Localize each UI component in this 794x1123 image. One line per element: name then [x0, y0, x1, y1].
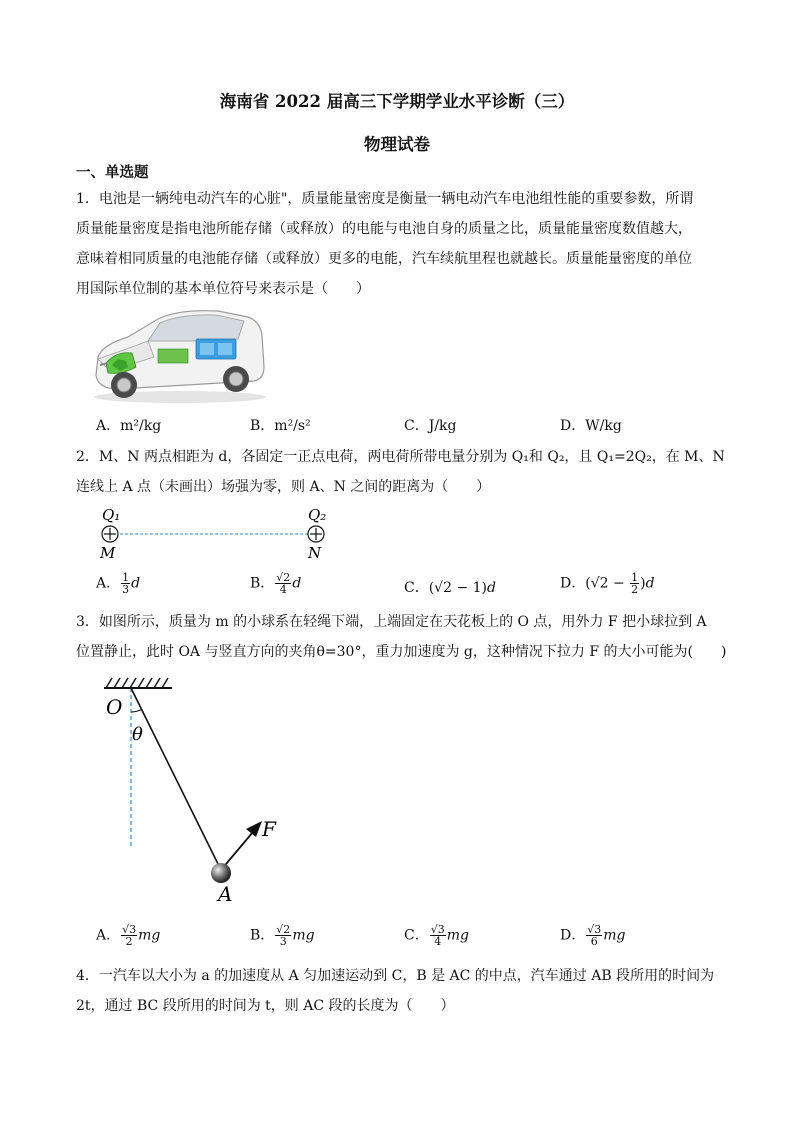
q2-option-b: B． $\frac{√2}{4}$ d: [250, 571, 302, 596]
q1-option-c: C．J/kg: [404, 418, 457, 434]
q1-option-b: B．m²/s²: [250, 418, 311, 434]
question-3-line-2: 位置静止，此时 OA 与竖直方向的夹角θ=30°，重力加速度为 g，这种情况下拉力 F 的大小可能为( ): [76, 644, 727, 660]
exam-subtitle: 物理试卷: [364, 135, 430, 154]
question-1-text: [76, 184, 726, 304]
question-1-line-1: 1．电池是一辆纯电动汽车的心脏"，质量能量密度是衡量一辆电动汽车电池组性能的重要参数，所谓: [76, 191, 694, 207]
label-o: O: [106, 695, 123, 719]
question-2-line-2: 连线上 A 点（未画出）场强为零，则 A、N 之间的距离为（ ）: [76, 479, 491, 495]
question-4-text: [76, 961, 726, 1021]
section-heading: 一、单选题: [76, 164, 149, 181]
label-m: M: [100, 544, 116, 562]
label-n: N: [308, 544, 322, 562]
q1-option-a: A．m²/kg: [96, 418, 162, 434]
question-2-text: [76, 442, 726, 502]
electric-car-image: [88, 305, 268, 405]
label-f: F: [262, 817, 276, 841]
q3-option-d: D． $\frac{√3}{6}$ mg: [560, 923, 626, 948]
q2-option-d: D．(√2 − $\frac{1}{2}$ )d: [560, 571, 655, 596]
q1-option-d: D．W/kg: [560, 418, 622, 434]
label-theta: θ: [132, 724, 143, 745]
label-q2: Q₂: [308, 506, 327, 524]
charge-q2-symbol: [308, 526, 324, 542]
question-3-line-1: 3．如图所示，质量为 m 的小球系在轻绳下端，上端固定在天花板上的 O 点，用外力 F 把小球拉到 A: [76, 614, 707, 630]
question-4-line-2: 2t，通过 BC 段所用的时间为 t，则 AC 段的长度为（ ）: [76, 998, 455, 1014]
question-1-line-3: 意味着相同质量的电池能存储（或释放）更多的电能，汽车续航里程也就越长。质量能量密度的单位: [76, 251, 692, 267]
question-1-line-4: 用国际单位制的基本单位符号来表示是（ ）: [76, 281, 370, 297]
charges-diagram: [96, 502, 336, 564]
force-arrowhead: [246, 821, 262, 837]
angle-arc: [131, 710, 142, 713]
label-a: A: [218, 882, 233, 906]
pendulum-diagram: [98, 672, 298, 912]
q3-option-b: B． $\frac{√2}{3}$ mg: [250, 923, 315, 948]
q3-option-a: A． $\frac{√3}{2}$ mg: [96, 923, 161, 948]
rope-oa: [131, 688, 221, 870]
ceiling-hatch: [106, 678, 168, 688]
question-4-line-1: 4．一汽车以大小为 a 的加速度从 A 匀加速运动到 C，B 是 AC 的中点，汽车通过 AB 段所用的时间为: [76, 968, 715, 984]
question-3-text: [76, 607, 726, 667]
ball: [211, 863, 231, 883]
question-1-line-2: 质量能量密度是指电池所能存储（或释放）的电能与电池自身的质量之比，质量能量密度数值越大，: [76, 221, 692, 237]
question-2-line-1: 2．M、N 两点相距为 d，各固定一正点电荷，两电荷所带电量分别为 Q₁和 Q₂，且 Q₁=2Q₂，在 M、N: [76, 449, 725, 465]
exam-title: 海南省 2022 届高三下学期学业水平诊断（三）: [219, 92, 575, 111]
q3-option-c: C． $\frac{√3}{4}$ mg: [404, 923, 469, 948]
charge-q1-symbol: [102, 526, 118, 542]
label-q1: Q₁: [102, 506, 121, 524]
q2-option-c: C．(√2 − 1)d: [404, 580, 496, 596]
q2-option-a: A． $\frac{1}{3}$ d: [96, 571, 141, 596]
